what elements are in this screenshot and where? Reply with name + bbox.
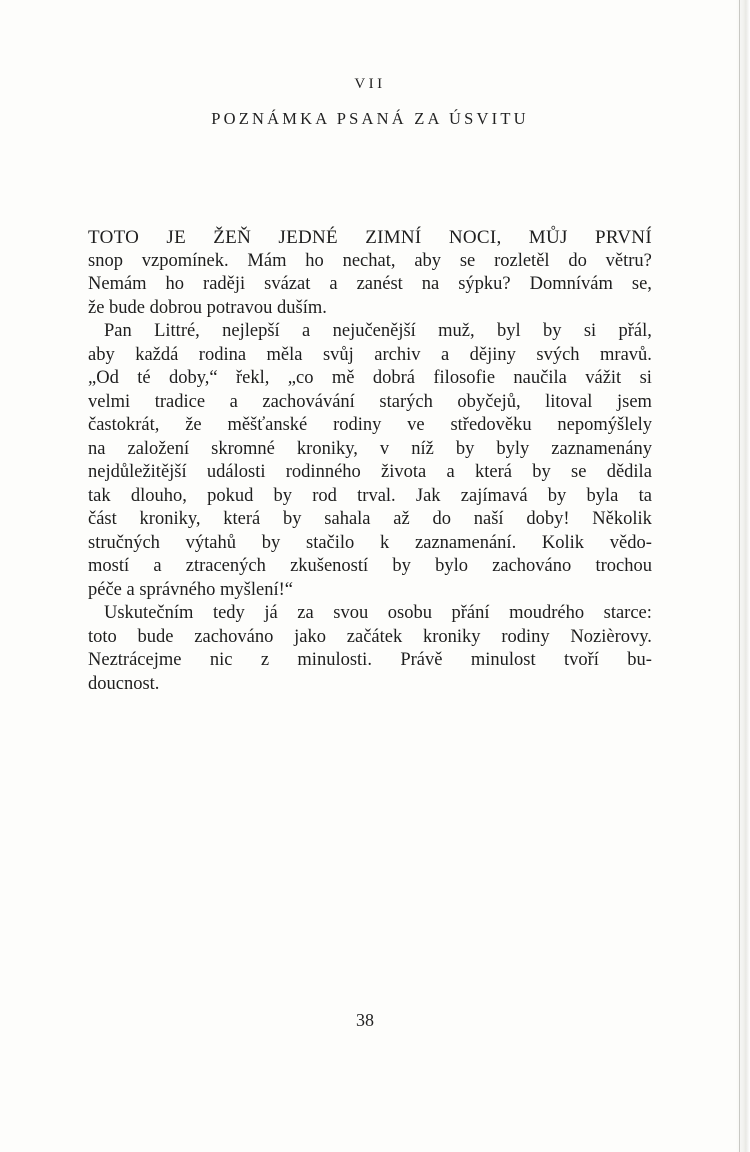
text-line bbox=[88, 508, 652, 532]
text-line bbox=[88, 297, 652, 321]
text-line bbox=[88, 485, 652, 509]
text-line-content: TOTO JE ŽEŇ JEDNÉ ZIMNÍ NOCI, MŮJ PRVNÍ bbox=[88, 227, 652, 248]
text-line-content: Nemám ho raději svázat a zanést na sýpku? Domnívám se, bbox=[88, 274, 652, 294]
text-line-content: tak dlouho, pokud by rod trval. Jak zajímavá by byla ta bbox=[88, 485, 652, 506]
text-line-content: „Od té doby,“ řekl, „co mě dobrá filosofie naučila vážit si bbox=[88, 368, 652, 388]
text-line bbox=[88, 461, 652, 485]
text-line-content: část kroniky, která by sahala až do naší doby! Několik bbox=[88, 509, 652, 529]
text-line bbox=[88, 320, 652, 344]
text-line bbox=[88, 602, 652, 626]
text-line bbox=[88, 226, 652, 250]
text-line-content: doucnost. bbox=[88, 673, 160, 694]
text-line-content: častokrát, že měšťanské rodiny ve středověku nepomýšlely bbox=[88, 415, 652, 435]
text-line bbox=[88, 649, 652, 673]
page-edge-line bbox=[739, 0, 740, 1152]
text-line bbox=[88, 555, 652, 579]
text-line-content: toto bude zachováno jako začátek kroniky rodiny Nozièrovy. bbox=[88, 626, 652, 647]
text-line bbox=[88, 579, 652, 603]
text-line-content: mostí a ztracených zkušeností by bylo zachováno trochou bbox=[88, 556, 652, 576]
page-number: 38 bbox=[356, 1010, 374, 1030]
body-text bbox=[88, 226, 652, 696]
text-line-content: na založení skromné kroniky, v níž by byly zaznamenány bbox=[88, 438, 652, 459]
text-line-content: Pan Littré, nejlepší a nejučenější muž, byl by si přál, bbox=[104, 321, 652, 341]
text-line bbox=[88, 273, 652, 297]
text-line bbox=[88, 367, 652, 391]
text-line bbox=[88, 626, 652, 650]
text-line-content: Neztrácejme nic z minulosti. Právě minulost tvoří bu- bbox=[88, 650, 652, 670]
text-line-content: snop vzpomínek. Mám ho nechat, aby se rozletěl do větru? bbox=[88, 250, 652, 271]
text-line bbox=[88, 344, 652, 368]
chapter-number: VII bbox=[354, 76, 386, 92]
text-line bbox=[88, 532, 652, 556]
text-line bbox=[88, 391, 652, 415]
text-line-content: že bude dobrou potravou duším. bbox=[88, 297, 327, 318]
text-line-content: nejdůležitější události rodinného života a která by se dědila bbox=[88, 462, 652, 482]
text-line-content: stručných výtahů by stačilo k zaznamenání. Kolik vědo- bbox=[88, 532, 652, 553]
chapter-title: POZNÁMKA PSANÁ ZA ÚSVITU bbox=[211, 109, 529, 128]
text-line-content: Uskutečním tedy já za svou osobu přání moudrého starce: bbox=[104, 603, 652, 623]
text-line bbox=[88, 414, 652, 438]
text-line-content: péče a správného myšlení!“ bbox=[88, 579, 293, 600]
text-line bbox=[88, 438, 652, 462]
text-line-content: velmi tradice a zachovávání starých obyčejů, litoval jsem bbox=[88, 391, 652, 412]
text-line bbox=[88, 250, 652, 274]
text-line bbox=[88, 673, 652, 697]
text-line-content: aby každá rodina měla svůj archiv a dějiny svých mravů. bbox=[88, 344, 652, 365]
